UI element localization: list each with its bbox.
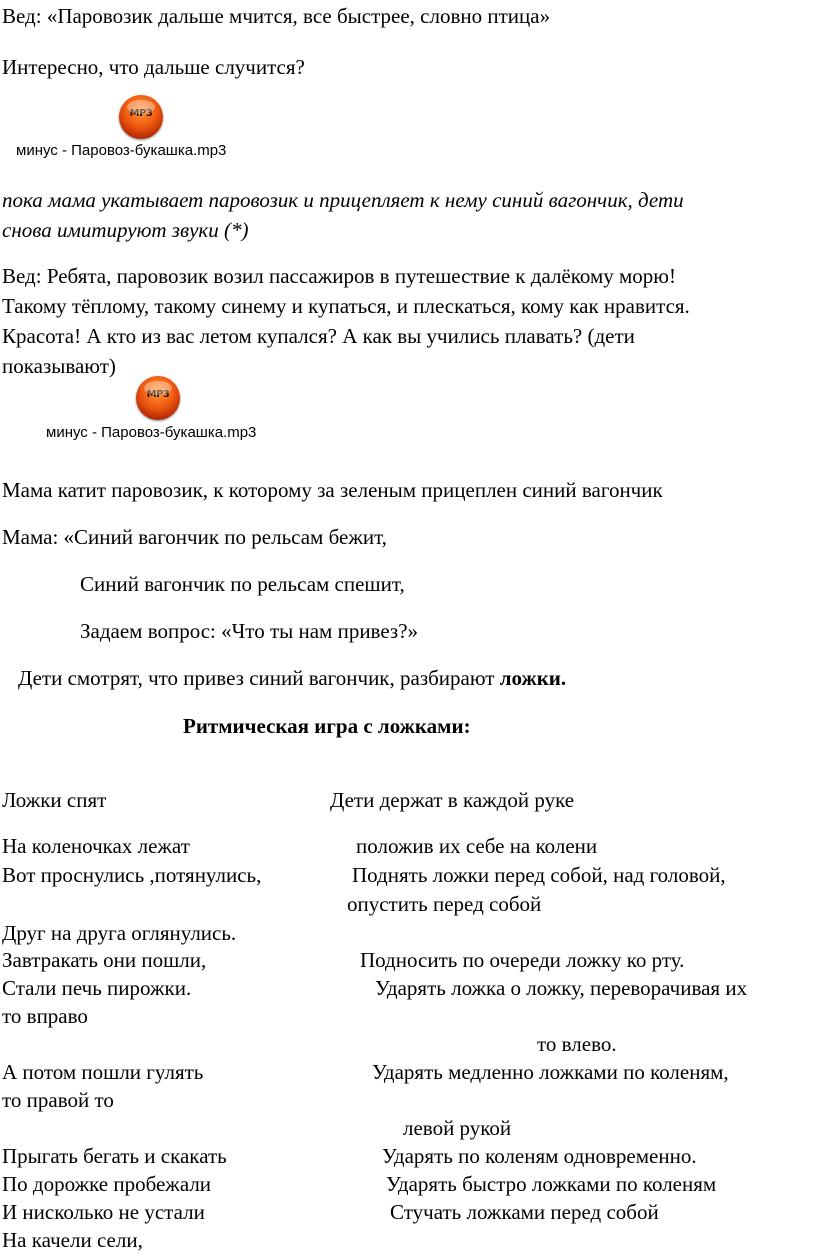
children-text: Дети смотрят, что привез синий вагончик, разбирают — [18, 666, 500, 690]
attachment-filename[interactable]: минус - Паровоз-букашка.mp3 — [46, 424, 257, 441]
game-left-9: По дорожке пробежали — [2, 1172, 212, 1196]
game-left-3: Вот проснулись ,потянулись, — [2, 863, 262, 887]
game-left-6-wrap: то вправо — [2, 1004, 88, 1028]
line-interesting: Интересно, что дальше случится? — [2, 55, 305, 79]
game-right-6-cont: то влево. — [537, 1032, 617, 1056]
line-ved-4: Красота! А кто из вас летом купался? А как вы учились плавать? (дети — [2, 324, 635, 348]
game-left-4: Друг на друга оглянулись. — [2, 921, 237, 945]
line-mama-2: Синий вагончик по рельсам спешит, — [80, 572, 405, 596]
game-left-6: Стали печь пирожки. — [2, 976, 192, 1000]
mp3-icon[interactable] — [136, 376, 180, 420]
game-right-9: Ударять быстро ложками по коленям — [386, 1172, 717, 1196]
game-left-5: Завтракать они пошли, — [2, 948, 207, 972]
line-ved-5: показывают) — [2, 354, 116, 378]
mp3-icon-label: MP3 — [129, 108, 153, 119]
line-children — [18, 664, 566, 693]
game-right-7-cont: левой рукой — [403, 1116, 512, 1140]
game-left-7-wrap: то правой то — [2, 1088, 114, 1112]
italic-note-line-2: снова имитируют звуки (*) — [2, 218, 249, 242]
italic-note-line-1: пока мама укатывает паровозик и прицепляет к нему синий вагончик, дети — [2, 188, 684, 212]
game-right-3-cont: опустить перед собой — [347, 892, 542, 916]
game-right-8: Ударять по коленям одновременно. — [382, 1144, 697, 1168]
line-ved-1: Вед: «Паровозик дальше мчится, все быстрее, словно птица» — [2, 4, 551, 28]
game-left-10: И нисколько не устали — [2, 1200, 205, 1224]
line-mama-3: Задаем вопрос: «Что ты нам привез?» — [80, 619, 419, 643]
game-title: Ритмическая игра с ложками: — [183, 714, 471, 738]
game-right-7: Ударять медленно ложками по коленям, — [372, 1060, 729, 1084]
game-right-1: Дети держат в каждой руке — [330, 788, 575, 812]
game-left-2: На коленочках лежат — [2, 834, 190, 858]
mp3-icon-label: MP3 — [146, 389, 170, 400]
attachment-filename[interactable]: минус - Паровоз-букашка.mp3 — [16, 142, 227, 159]
line-mama-1: Мама: «Синий вагончик по рельсам бежит, — [2, 525, 387, 549]
game-right-2: положив их себе на колени — [356, 834, 598, 858]
line-mama-action: Мама катит паровозик, к которому за зеленым прицеплен синий вагончик — [2, 478, 663, 502]
game-left-11: На качели сели, — [2, 1228, 143, 1252]
game-right-6: Ударять ложка о ложку, переворачивая их — [375, 976, 748, 1000]
game-left-8: Прыгать бегать и скакать — [2, 1144, 227, 1168]
spoons-word: ложки. — [499, 666, 567, 690]
game-left-1: Ложки спят — [2, 788, 107, 812]
game-right-3: Поднять ложки перед собой, над головой, — [352, 863, 726, 887]
line-ved-3: Такому тёплому, такому синему и купаться, и плескаться, кому как нравится. — [2, 294, 690, 318]
game-right-10: Стучать ложками перед собой — [390, 1200, 659, 1224]
game-right-5: Подносить по очереди ложку ко рту. — [360, 948, 685, 972]
line-ved-2: Вед: Ребята, паровозик возил пассажиров в путешествие к далёкому морю! — [2, 264, 676, 288]
mp3-icon[interactable] — [119, 95, 163, 139]
game-left-7: А потом пошли гулять — [2, 1060, 204, 1084]
